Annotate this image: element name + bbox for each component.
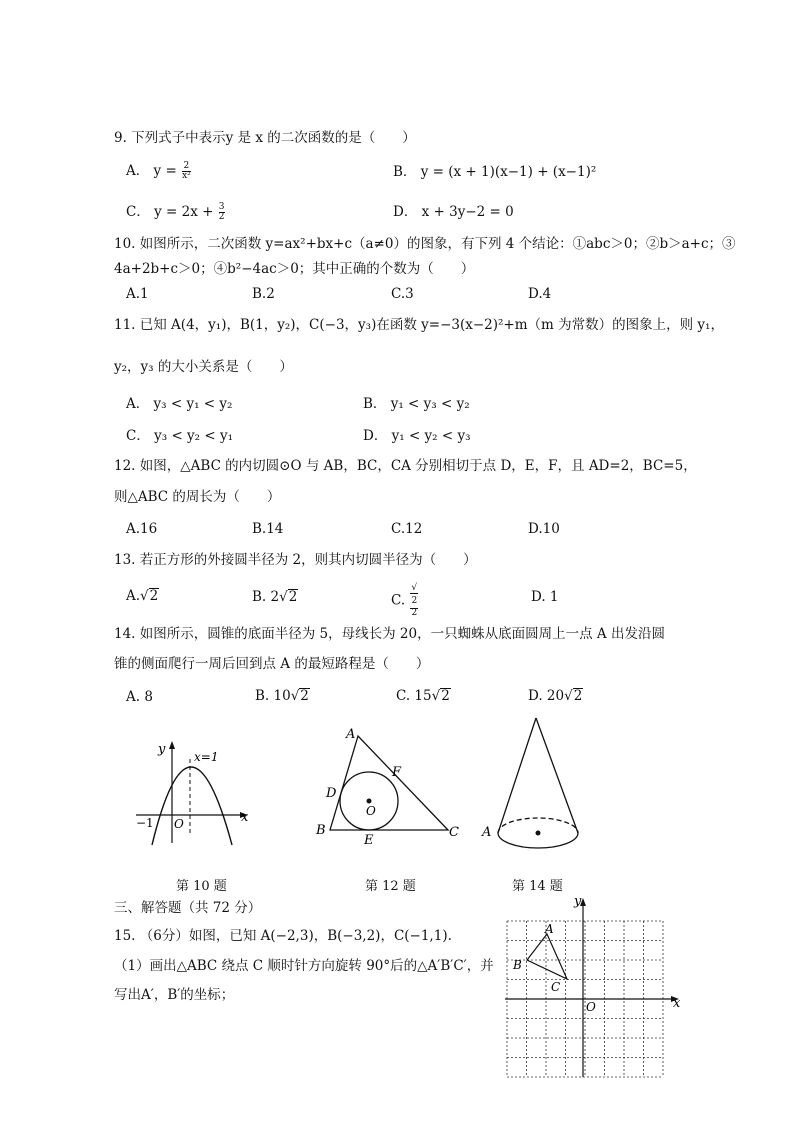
label-a: A (346, 727, 356, 742)
q10-option-c: C.3 (391, 286, 414, 302)
q9-option-a-lhs: y = (153, 163, 177, 179)
parabola-curve (152, 767, 232, 845)
q12-line-2: 则△ABC 的周长为（ ） (114, 489, 281, 505)
q9-option-d: D． x + 3y−2 = 0 (393, 204, 514, 220)
q13-option-d: D. 1 (531, 589, 559, 605)
q9-option-c (126, 203, 226, 222)
q11-option-c: C． y₃ < y₂ < y₁ (126, 428, 234, 444)
q11-option-a: A． y₃ < y₁ < y₂ (126, 396, 233, 412)
q14-option-a: A. 8 (126, 689, 153, 705)
q14-option-c: C. 15√2 (396, 688, 450, 704)
parabola-neg-one-label: −1 (136, 816, 154, 830)
caption-figure-10: 第 10 题 (176, 879, 227, 894)
q14-option-d: D. 20√2 (528, 688, 583, 704)
q9-stem: 9. 下列式子中表示y 是 x 的二次函数的是（ ） (114, 130, 416, 146)
triangle-abc (330, 736, 448, 830)
q14-option-b: B. 10√2 (255, 688, 309, 704)
q12-option-a: A.16 (126, 521, 158, 537)
q11-option-d: D． y₁ < y₂ < y₃ (363, 428, 471, 444)
q12-option-b: B.14 (252, 521, 284, 537)
coordinate-grid-figure (497, 893, 687, 1081)
incircle-figure (310, 722, 470, 850)
grid-label-a: A (545, 922, 554, 936)
caption-figure-14: 第 14 题 (512, 879, 563, 894)
parabola-figure (126, 735, 256, 850)
q9-option-a-label: A． (126, 163, 150, 179)
grid-label-c: C (551, 980, 561, 994)
q15-line-2: （1）画出△ABC 绕点 C 顺时针方向旋转 90°后的△A′B′C′，并 (114, 958, 494, 974)
q10-line-1: 10. 如图所示，二次函数 y=ax²+bx+c（a≠0）的图象，有下列 4 个结论：①abc＞0；②b＞a+c；③ (114, 236, 736, 252)
q12-line-1: 12. 如图，△ABC 的内切圆⊙O 与 AB，BC，CA 分别相切于点 D，E，F，且 AD=2，BC=5， (114, 458, 697, 474)
parabola-y-arrow (169, 741, 175, 749)
q13-stem: 13. 若正方形的外接圆半径为 2，则其内切圆半径为（ ） (114, 552, 477, 568)
q14-line-1: 14. 如图所示，圆锥的底面半径为 5，母线长为 20，一只蜘蛛从底面圆周上一点 A 出发沿圆 (114, 626, 665, 642)
label-c: C (449, 825, 459, 840)
label-f: F (392, 765, 402, 780)
grid-label-b: B (513, 958, 522, 972)
q13-option-b: B. 2√2 (252, 589, 298, 605)
q9-option-a-fraction: $\frac{2}{\text{x²}}$ (182, 161, 191, 181)
section-3-title: 三、解答题（共 72 分） (114, 900, 262, 916)
q11-option-b: B． y₁ < y₃ < y₂ (363, 396, 470, 412)
q9-option-b: B． y = (x + 1)(x−1) + (x−1)² (393, 164, 597, 180)
grid-x-label: x (673, 996, 681, 1011)
q13-option-b-radicand: 2 (288, 589, 298, 605)
label-d: D (326, 786, 337, 801)
cone-base-center-dot (536, 831, 541, 836)
q13-option-a-label: A. (126, 588, 141, 604)
q15-line-1: 15. （6分）如图，已知 A(−2,3)，B(−3,2)，C(−1,1). (114, 928, 452, 944)
q10-option-a: A.1 (126, 286, 149, 302)
q9-option-c-fraction: $\frac{3}{2}$ (218, 202, 225, 222)
cone-right-slant (536, 718, 578, 833)
caption-figure-12: 第 12 题 (365, 879, 416, 894)
q12-option-d: D.10 (528, 521, 560, 537)
q13-option-c (391, 584, 419, 618)
parabola-y-label: y (158, 742, 166, 757)
q14-option-c-radicand: 2 (441, 688, 450, 704)
q13-option-c-label: C. (391, 592, 406, 609)
q9-option-c-label: C． (126, 204, 150, 220)
q9-option-a (126, 162, 192, 181)
cone-figure (478, 712, 588, 860)
cone-label-a: A (482, 825, 492, 840)
q14-option-b-label: B. 10 (255, 688, 291, 704)
label-o: O (366, 804, 376, 818)
q13-option-a: A.√2 (126, 588, 159, 604)
q9-option-c-lhs: y = 2x + (154, 204, 214, 220)
incircle-center-dot (367, 799, 372, 804)
q14-line-2: 锥的侧面爬行一周后回到点 A 的最短路程是（ ） (114, 656, 430, 672)
q12-option-c: C.12 (391, 521, 423, 537)
q14-option-d-label: D. 20 (528, 688, 565, 704)
q11-line-2: y₂，y₃ 的大小关系是（ ） (114, 359, 293, 375)
q15-line-3: 写出A′，B′的坐标； (114, 987, 235, 1003)
q14-option-b-radicand: 2 (300, 688, 309, 704)
q13-option-b-label: B. 2 (252, 589, 280, 605)
parabola-origin-label: O (174, 817, 184, 831)
grid-y-label: y (574, 894, 582, 909)
q10-option-b: B.2 (252, 286, 275, 302)
q10-option-d: D.4 (528, 286, 552, 302)
q14-option-d-radicand: 2 (573, 688, 583, 704)
q14-option-c-label: C. 15 (396, 688, 432, 704)
parabola-x-label: x (241, 810, 249, 825)
q10-line-2: 4a+2b+c＞0；④b²−4ac＞0；其中正确的个数为（ ） (114, 261, 475, 277)
q11-line-1: 11. 已知 A(4，y₁)，B(1，y₂)，C(−3，y₃)在函数 y=−3(x−2)²+m（m 为常数）的图象上，则 y₁， (114, 317, 724, 333)
q13-option-c-fraction: √ 2 2 (411, 583, 418, 618)
grid-origin-label: O (586, 1000, 596, 1014)
label-b: B (316, 823, 326, 838)
label-e: E (364, 833, 374, 848)
q13-option-a-radicand: 2 (149, 588, 159, 604)
cone-left-slant (498, 718, 536, 833)
parabola-axis-label: x=1 (194, 750, 219, 764)
